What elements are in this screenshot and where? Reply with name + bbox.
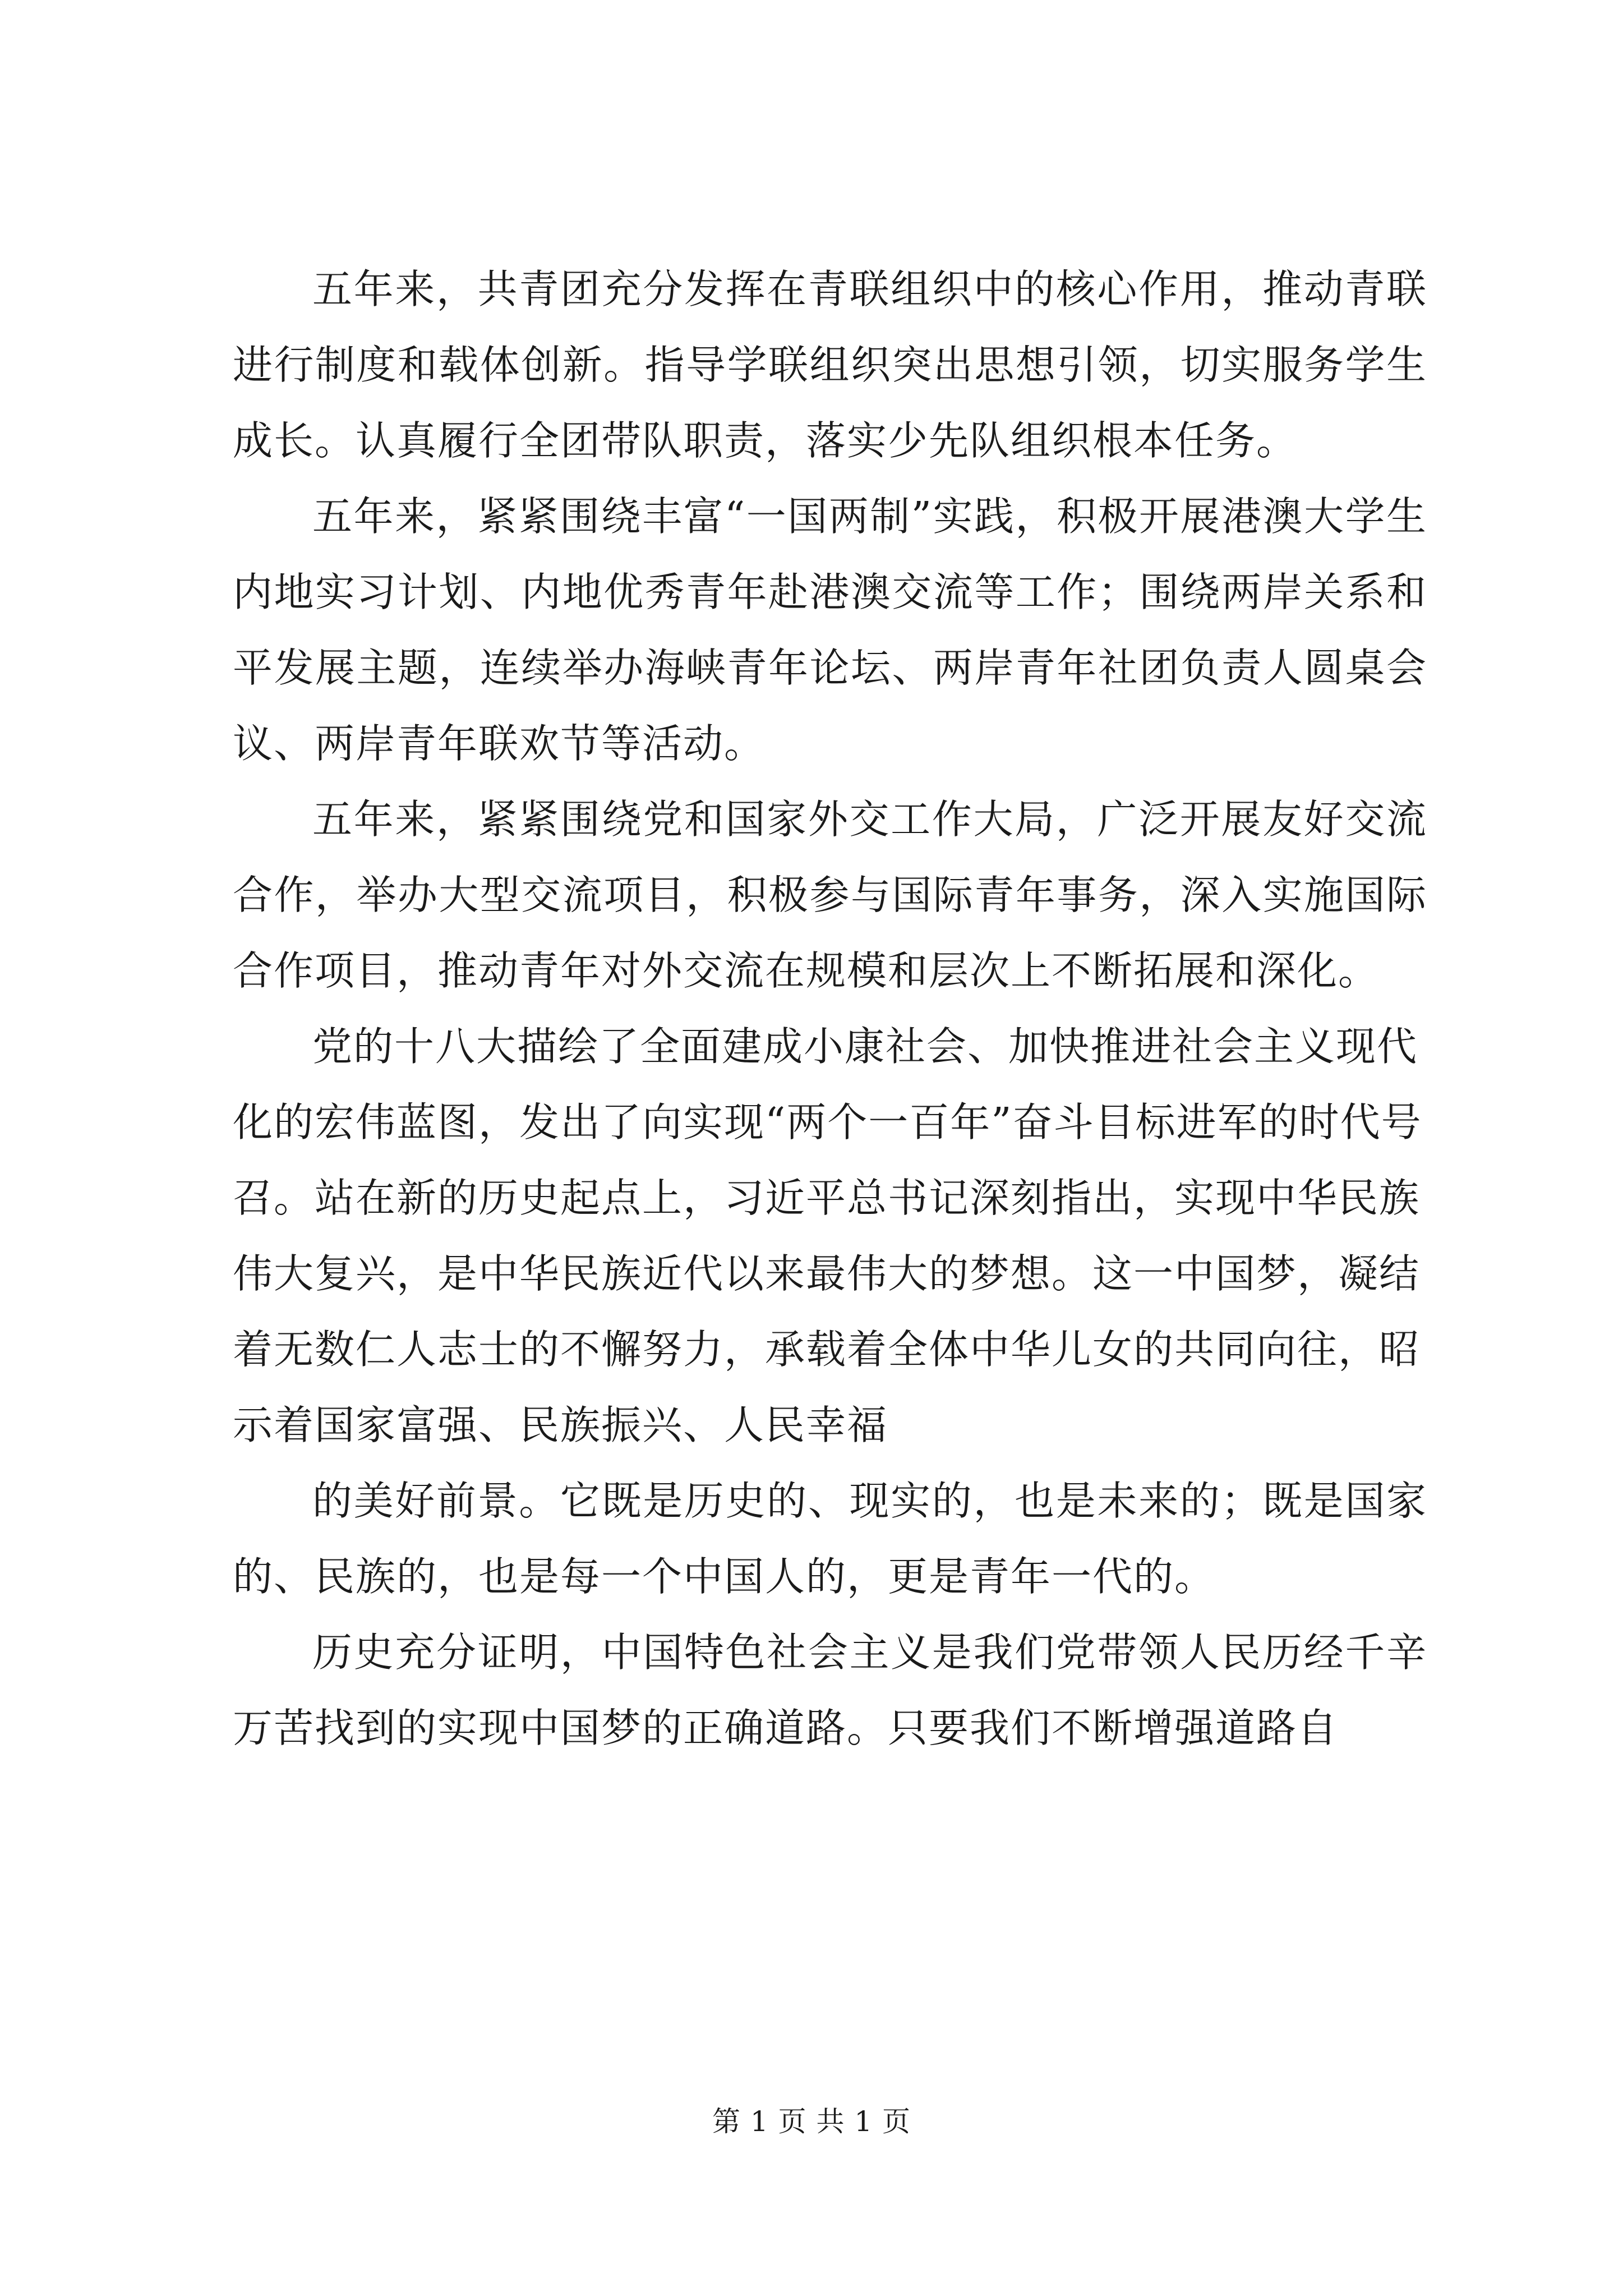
document-body (233, 251, 1427, 1766)
paragraph-5: 的美好前景。它既是历史的、现实的，也是未来的；既是国家的、民族的，也是每一个中国人的，更是青年一代的。 (233, 1478, 1427, 1600)
paragraph-4: 党的十八大描绘了全面建成小康社会、加快推进社会主义现代化的宏伟蓝图，发出了向实现“两个一百年”奋斗目标进军的时代号召。站在新的历史起点上，习近平总书记深刻指出，实现中华民族伟大复兴，是中华民族近代以来最伟大的梦想。这一中国梦，凝结着无数仁人志士的不懈努力，承载着全体中华儿女的共同向往，昭示着国家富强、民族振兴、人民幸福 (233, 1023, 1422, 1448)
paragraph-2: 五年来，紧紧围绕丰富“一国两制”实践，积极开展港澳大学生内地实习计划、内地优秀青年赴港澳交流等工作；围绕两岸关系和平发展主题，连续举办海峡青年论坛、两岸青年社团负责人圆桌会议、两岸青年联欢节等活动。 (233, 493, 1427, 767)
page-number-footer: 第 1 页 共 1 页 (712, 2105, 911, 2138)
paragraph-6: 历史充分证明，中国特色社会主义是我们党带领人民历经千辛万苦找到的实现中国梦的正确道路。只要我们不断增强道路自 (233, 1629, 1427, 1751)
paragraph-3: 五年来，紧紧围绕党和国家外交工作大局，广泛开展友好交流合作，举办大型交流项目，积极参与国际青年事务，深入实施国际合作项目，推动青年对外交流在规模和层次上不断拓展和深化。 (233, 796, 1427, 994)
paragraph-1: 五年来，共青团充分发挥在青联组织中的核心作用，推动青联进行制度和载体创新。指导学联组织突出思想引领，切实服务学生成长。认真履行全团带队职责，落实少先队组织根本任务。 (233, 266, 1427, 464)
